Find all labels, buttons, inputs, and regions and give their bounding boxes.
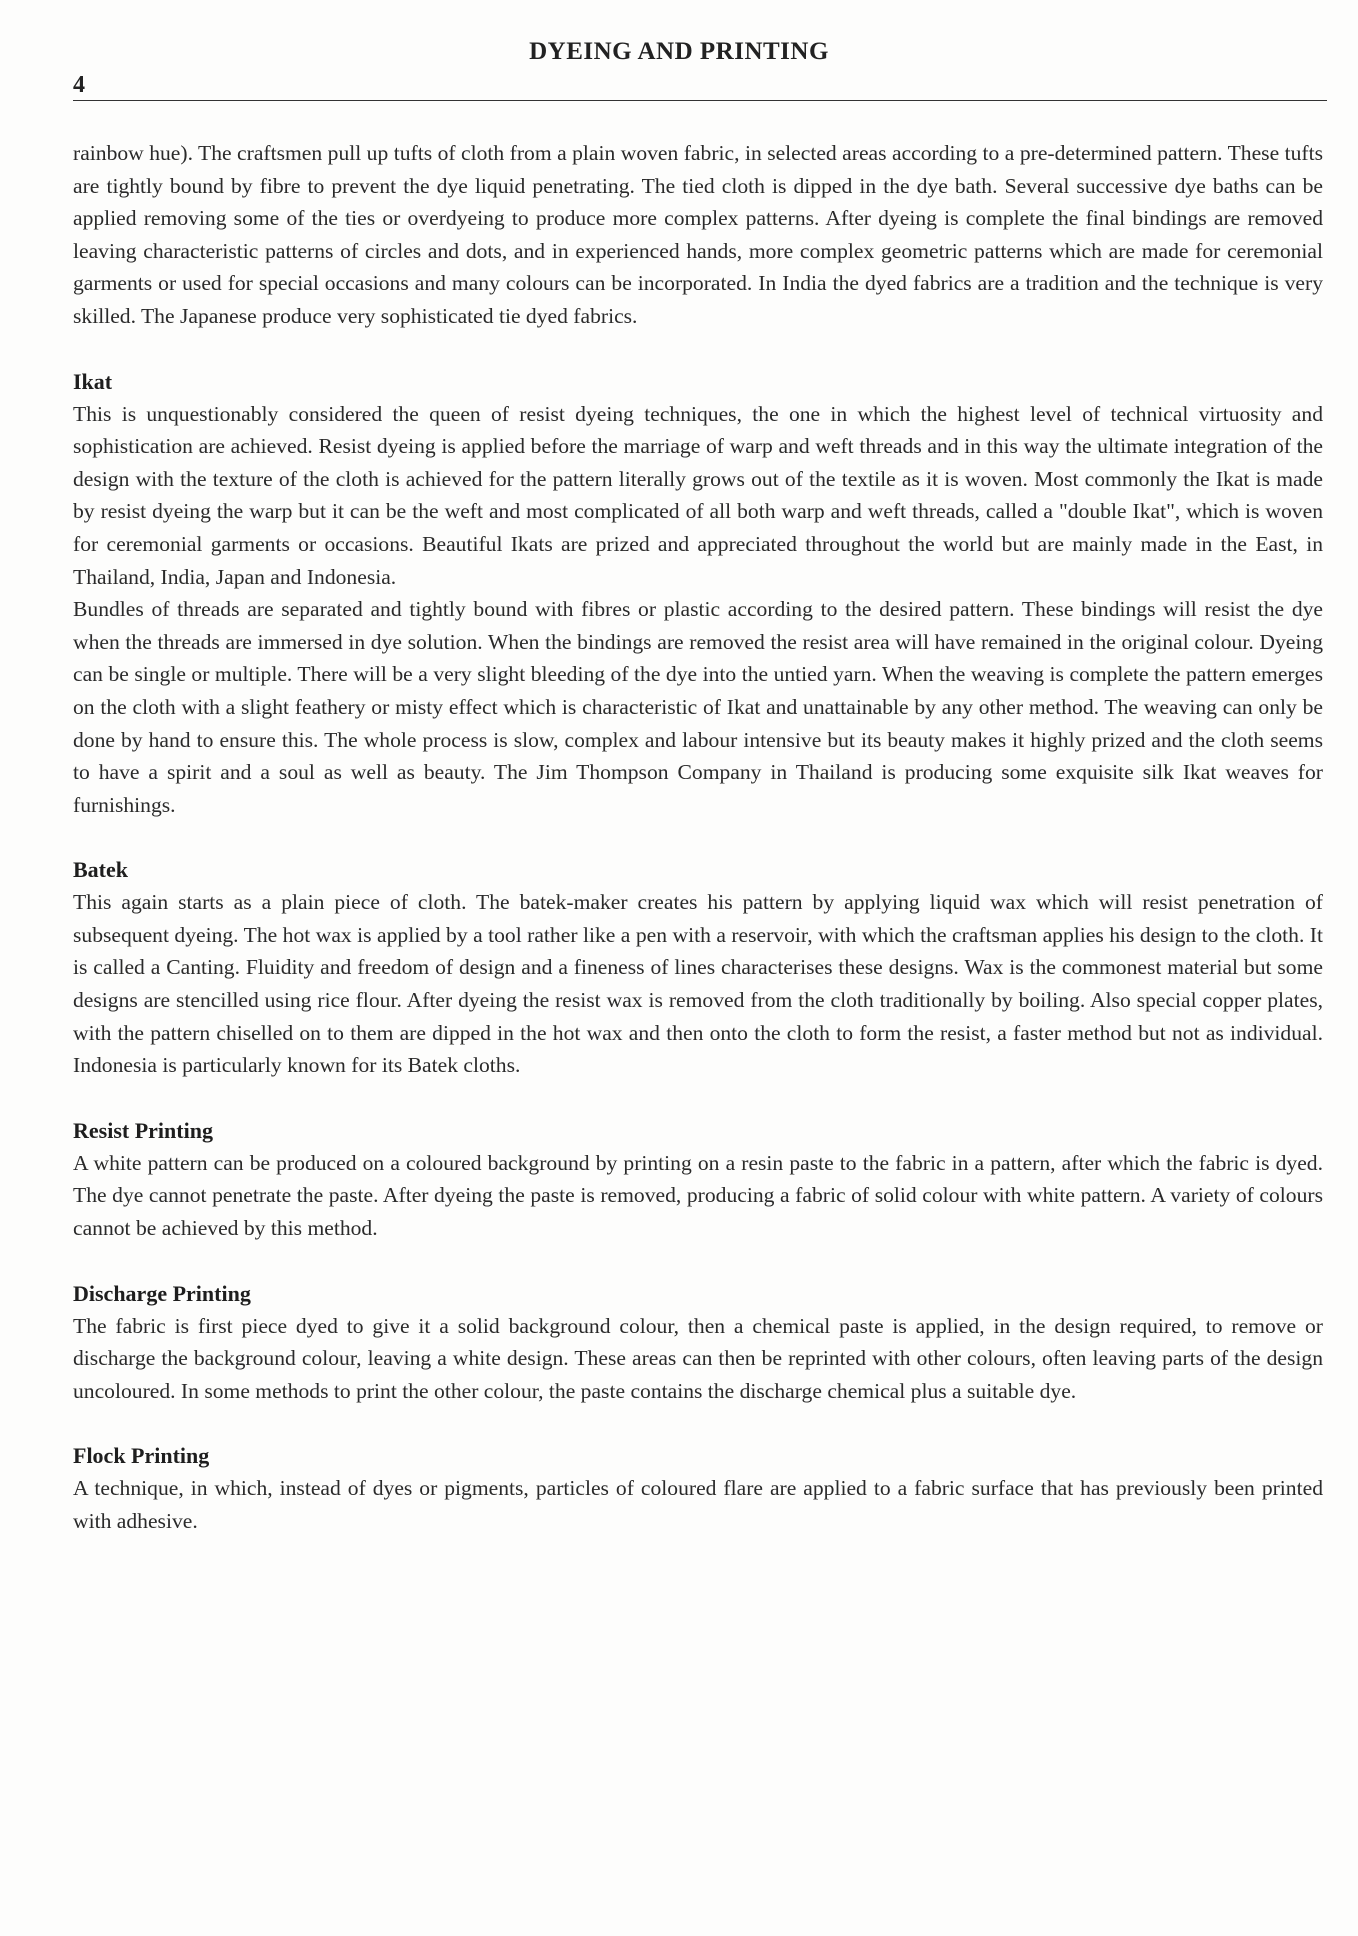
section-ikat — [73, 365, 1323, 822]
section-heading-batek: Batek — [73, 857, 128, 883]
section-heading-discharge-printing: Discharge Printing — [73, 1280, 251, 1306]
section-batek — [73, 853, 1323, 1082]
discharge-printing-paragraph: The fabric is first piece dyed to give it a solid background colour, then a chemical paste is applied, in the design required, to remove or discharge the background colour, leaving a white design. These areas can then be reprinted with other colours, often leaving parts of the design uncoloured. In some methods to print the other colour, the paste contains the discharge chemical plus a suitable dye. — [73, 1313, 1323, 1403]
page-number: 4 — [73, 72, 85, 98]
section-heading-ikat: Ikat — [73, 368, 113, 394]
section-flock-printing — [73, 1439, 1323, 1537]
section-resist-printing — [73, 1114, 1323, 1245]
section-discharge-printing — [73, 1277, 1323, 1408]
batek-paragraph: This again starts as a plain piece of cloth. The batek-maker creates his pattern by applying liquid wax which will resist penetration of subsequent dyeing. The hot wax is applied by a tool rather like a pen with a reservoir, with which the craftsman applies his design to the cloth. It is called a Canting. Fluidity and freedom of design and a fineness of lines characterises these designs. Wax is the commonest material but some designs are stencilled using rice flour. After dyeing the resist wax is removed from the cloth traditionally by boiling. Also special copper plates, with the pattern chiselled on to them are dipped in the hot wax and then onto the cloth to form the resist, a faster method but not as individual. Indonesia is particularly known for its Batek cloths. — [73, 890, 1323, 1078]
section-heading-resist-printing: Resist Printing — [73, 1117, 213, 1143]
section-heading-flock-printing: Flock Printing — [73, 1443, 210, 1469]
running-title: DYEING AND PRINTING — [529, 38, 829, 65]
ikat-paragraph-2: Bundles of threads are separated and tightly bound with fibres or plastic according to the desired pattern. These bindings will resist the dye when the threads are immersed in dye solution. When the bindings are removed the resist area will have remained in the original colour. Dyeing can be single or multiple. There will be a very slight bleeding of the dye into the untied yarn. When the weaving is complete the pattern emerges on the cloth with a slight feathery or misty effect which is characteristic of Ikat and unattainable by any other method. The weaving can only be done by hand to ensure this. The whole process is slow, complex and labour intensive but its beauty makes it highly prized and the cloth seems to have a spirit and a soul as well as beauty. The Jim Thompson Company in Thailand is producing some exquisite silk Ikat weaves for furnishings. — [73, 597, 1323, 817]
ikat-paragraph-1: This is unquestionably considered the queen of resist dyeing techniques, the one in which the highest level of technical virtuosity and sophistication are achieved. Resist dyeing is applied before the marriage of warp and weft threads and in this way the ultimate integration of the design with the texture of the cloth is achieved for the pattern literally grows out of the textile as it is woven. Most commonly the Ikat is made by resist dyeing the warp but it can be the weft and most complicated of all both warp and weft threads, called a "double Ikat", which is woven for ceremonial garments or occasions. Beautiful Ikats are prized and appreciated throughout the world but are mainly made in the East, in Thailand, India, Japan and Indonesia. — [73, 401, 1323, 589]
intro-paragraph: rainbow hue). The craftsmen pull up tufts of cloth from a plain woven fabric, in selected areas according to a pre-determined pattern. These tufts are tightly bound by fibre to prevent the dye liquid penetrating. The tied cloth is dipped in the dye bath. Several successive dye baths can be applied removing some of the ties or overdyeing to produce more complex patterns. After dyeing is complete the final bindings are removed leaving characteristic patterns of circles and dots, and in experienced hands, more complex geometric patterns which are made for ceremonial garments or used for special occasions and many colours can be incorporated. In India the dyed fabrics are a tradition and the technique is very skilled. The Japanese produce very sophisticated tie dyed fabrics. — [73, 141, 1323, 328]
flock-printing-paragraph: A technique, in which, instead of dyes or pigments, particles of coloured flare are applied to a fabric surface that has previously been printed with adhesive. — [73, 1476, 1323, 1533]
body-text — [73, 137, 1323, 1538]
header-rule — [73, 100, 1327, 101]
resist-printing-paragraph: A white pattern can be produced on a coloured background by printing on a resin paste to the fabric in a pattern, after which the fabric is dyed. The dye cannot penetrate the paste. After dyeing the paste is removed, producing a fabric of solid colour with white pattern. A variety of colours cannot be achieved by this method. — [73, 1150, 1323, 1241]
